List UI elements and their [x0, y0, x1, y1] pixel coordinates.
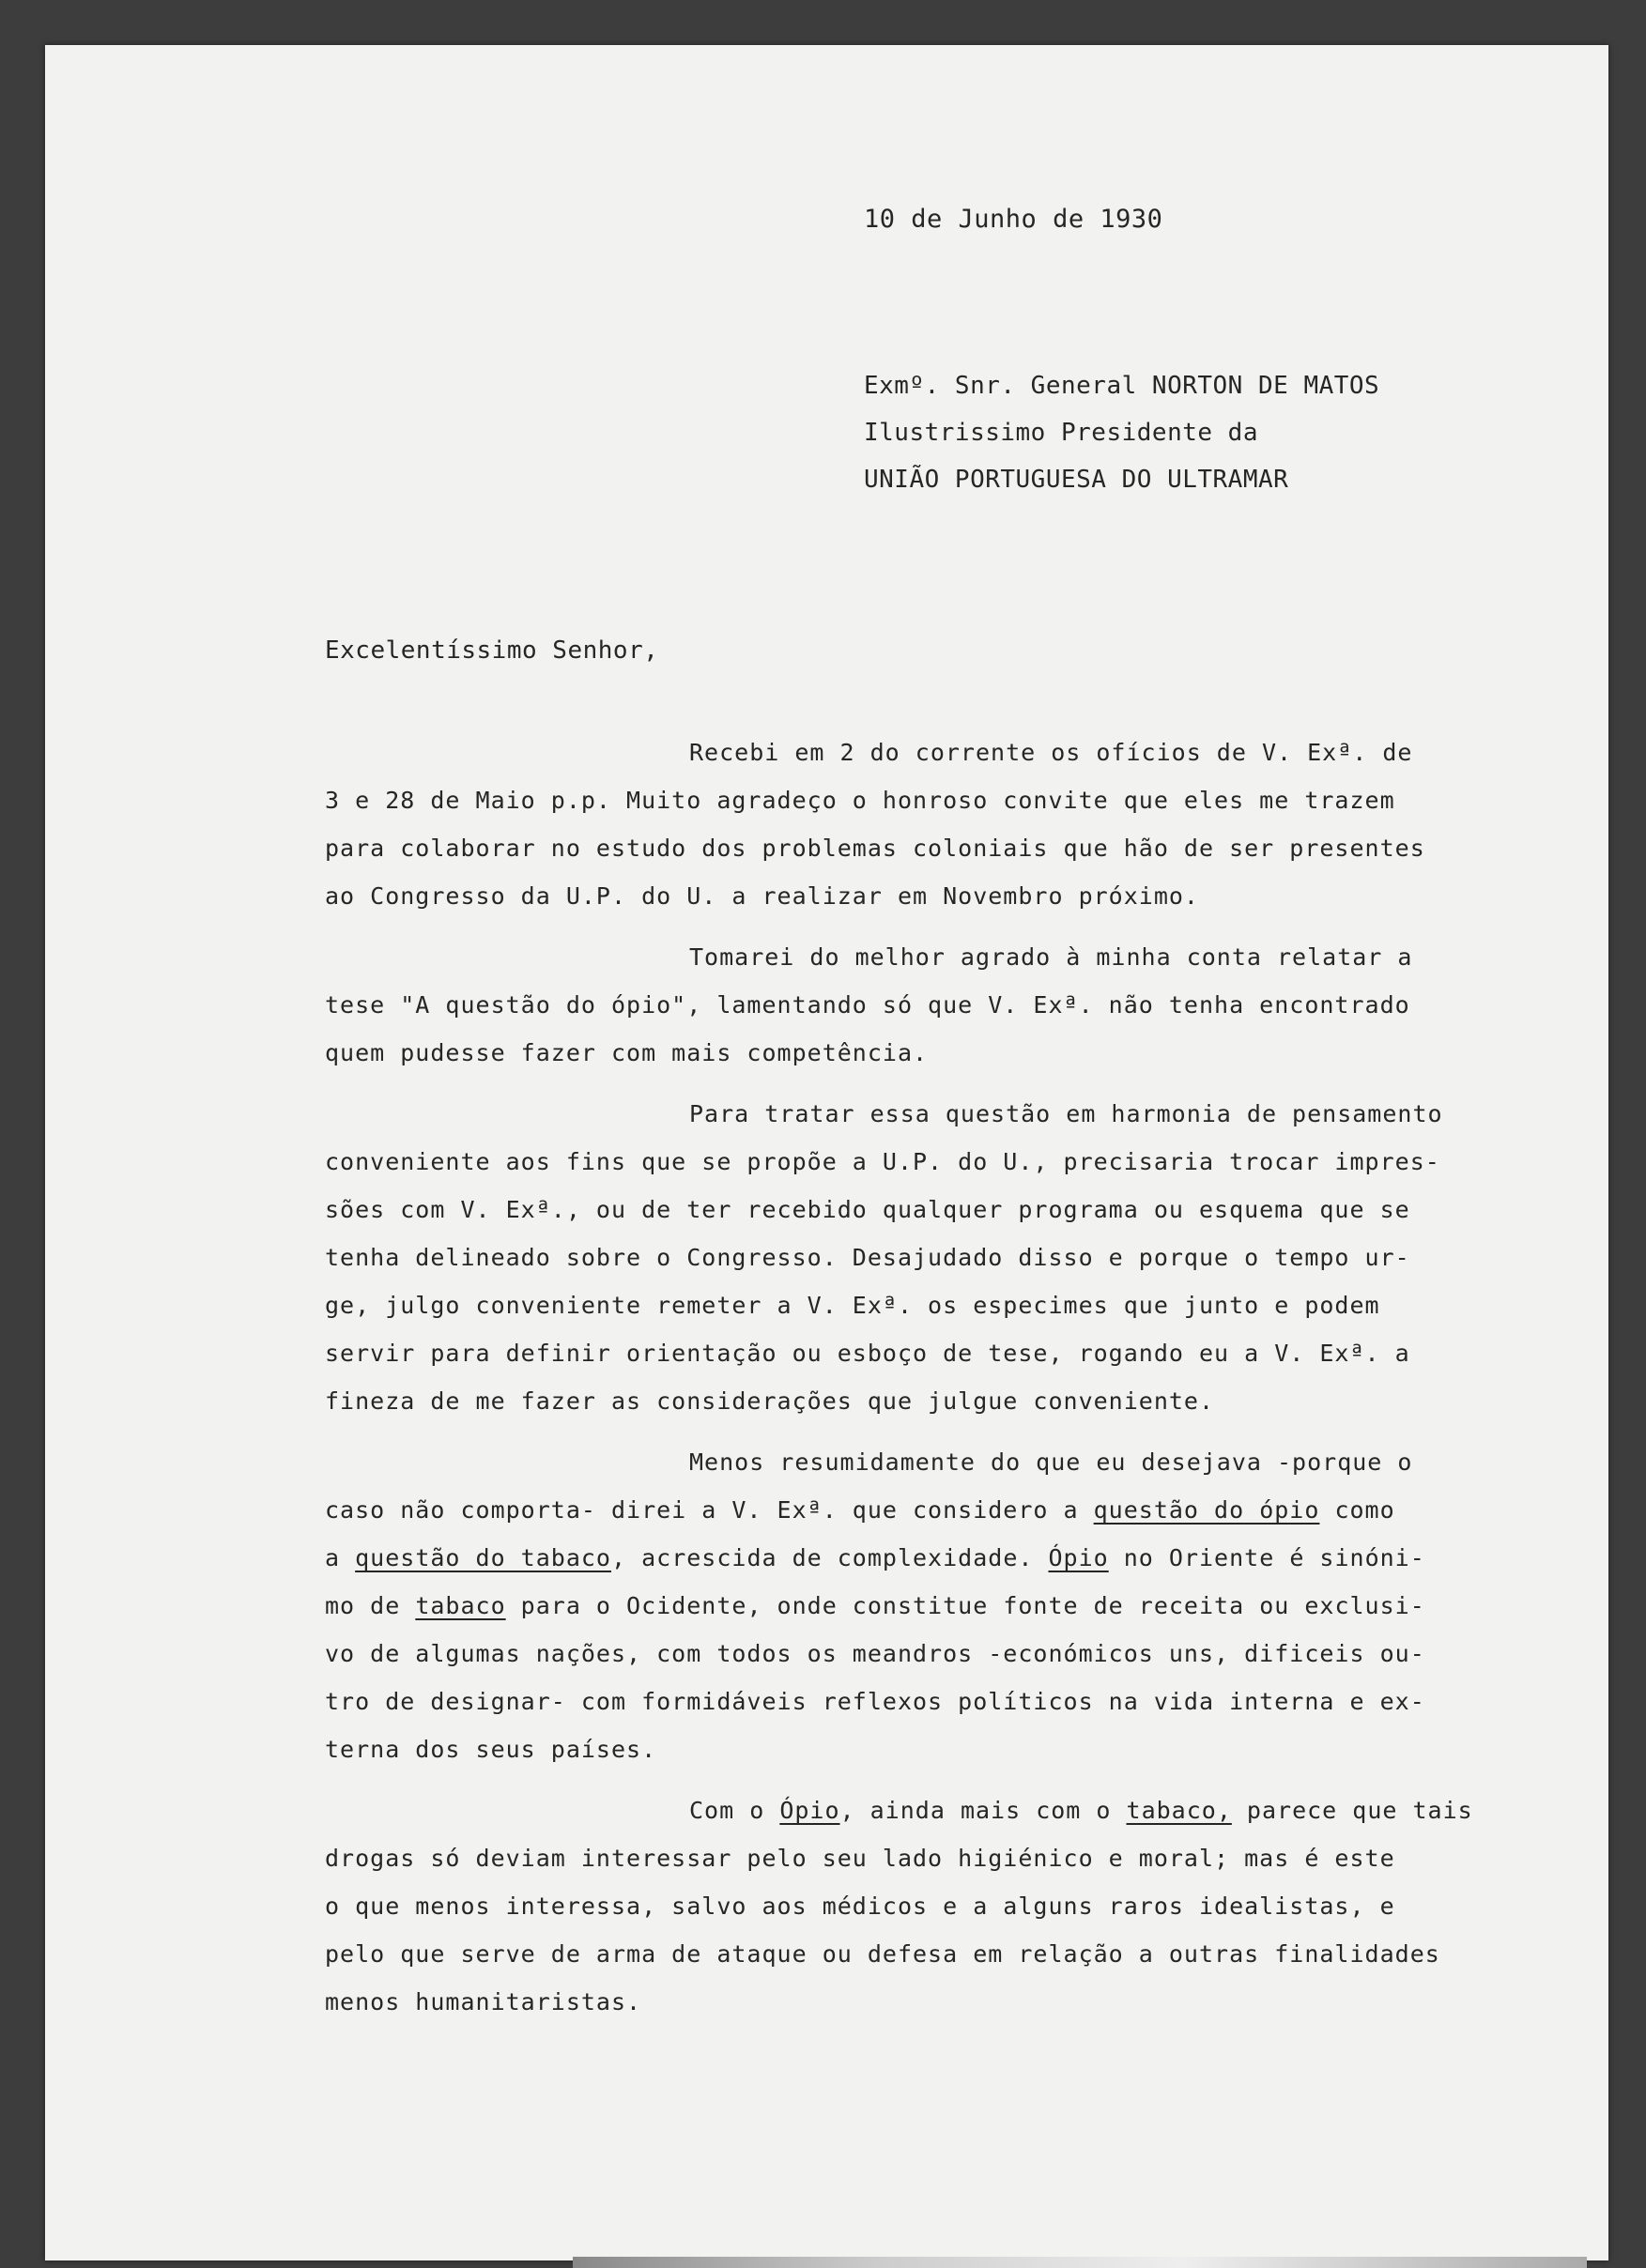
text-span: a [325, 1544, 356, 1571]
text-span: , ainda mais com o [839, 1797, 1127, 1824]
text-span: , acrescida de complexidade. [610, 1544, 1049, 1571]
text-span: no Oriente é sinóni- [1108, 1544, 1425, 1571]
text-line: o que menos interessa, salvo aos médicos e a alguns raros idealistas, e [325, 1893, 1395, 1920]
underlined-term: questão do ópio [1093, 1496, 1320, 1524]
paragraph-2 [325, 933, 1639, 1077]
paragraph-5 [325, 1786, 1639, 2026]
underlined-term: Ópio [1048, 1544, 1109, 1571]
text-span: para o Ocidente, onde constitue fonte de receita ou exclusi- [505, 1592, 1425, 1619]
text-line: Tomarei do melhor agrado à minha conta relatar a [689, 943, 1413, 971]
text-line: conveniente aos fins que se propõe a U.P. do U., precisaria trocar impres- [325, 1148, 1440, 1175]
text-line [325, 1582, 1639, 1630]
text-line: menos humanitaristas. [325, 1988, 642, 2015]
letter-page [45, 45, 1608, 2260]
text-line: fineza de me fazer as considerações que julgue conveniente. [325, 1387, 1215, 1415]
text-line: Recebi em 2 do corrente os ofícios de V. Exª. de [689, 739, 1413, 766]
text-span: mo de [325, 1592, 416, 1619]
text-line: Para tratar essa questão em harmonia de pensamento [689, 1100, 1443, 1127]
text-span: como [1319, 1496, 1395, 1524]
text-line: servir para definir orientação ou esboço de tese, rogando eu a V. Exª. a [325, 1340, 1410, 1367]
underlined-term: questão do tabaco [355, 1544, 611, 1571]
text-line: tro de designar- com formidáveis reflexos políticos na vida interna e ex- [325, 1688, 1425, 1715]
letter-date: 10 de Junho de 1930 [864, 205, 1163, 234]
text-line: para colaborar no estudo dos problemas coloniais que hão de ser presentes [325, 835, 1425, 862]
scanner-edge [573, 2257, 1587, 2268]
text-line: drogas só deviam interessar pelo seu lado higiénico e moral; mas é este [325, 1845, 1395, 1872]
text-line: pelo que serve de arma de ataque ou defesa em relação a outras finalidades [325, 1940, 1440, 1968]
salutation: Excelentíssimo Senhor, [325, 636, 659, 665]
paragraph-4 [325, 1438, 1639, 1773]
recipient-line: Ilustrissimo Presidente da [864, 419, 1258, 447]
text-span: parece que tais [1231, 1797, 1473, 1824]
recipient-line: Exmº. Snr. General NORTON DE MATOS [864, 372, 1380, 400]
text-line [325, 1534, 1639, 1582]
text-line: ao Congresso da U.P. do U. a realizar em Novembro próximo. [325, 882, 1199, 910]
text-line: tese "A questão do ópio", lamentando só que V. Exª. não tenha encontrado [325, 991, 1410, 1019]
underlined-term: tabaco [415, 1592, 506, 1619]
text-line [325, 1486, 1639, 1534]
text-line: sões com V. Exª., ou de ter recebido qualquer programa ou esquema que se [325, 1196, 1410, 1223]
underlined-term: tabaco, [1126, 1797, 1232, 1824]
text-line: Menos resumidamente do que eu desejava -porque o [689, 1448, 1413, 1476]
paragraph-1 [325, 728, 1639, 920]
paragraph-3 [325, 1090, 1639, 1425]
text-line: quem pudesse fazer com mais competência. [325, 1039, 929, 1066]
recipient-line: UNIÃO PORTUGUESA DO ULTRAMAR [864, 466, 1289, 494]
text-span: Com o [689, 1797, 780, 1824]
text-line [325, 1786, 1639, 1834]
recipient-block [864, 362, 1379, 503]
letter-body [325, 728, 1639, 2039]
text-span: caso não comporta- direi a V. Exª. que considero a [325, 1496, 1094, 1524]
text-line: terna dos seus países. [325, 1736, 657, 1763]
text-line: ge, julgo conveniente remeter a V. Exª. os especimes que junto e podem [325, 1292, 1380, 1319]
text-line: 3 e 28 de Maio p.p. Muito agradeço o honroso convite que eles me trazem [325, 787, 1395, 814]
text-line: tenha delineado sobre o Congresso. Desajudado disso e porque o tempo ur- [325, 1244, 1410, 1271]
underlined-term: Ópio [779, 1797, 840, 1824]
text-line: vo de algumas nações, com todos os meandros -económicos uns, dificeis ou- [325, 1640, 1425, 1667]
